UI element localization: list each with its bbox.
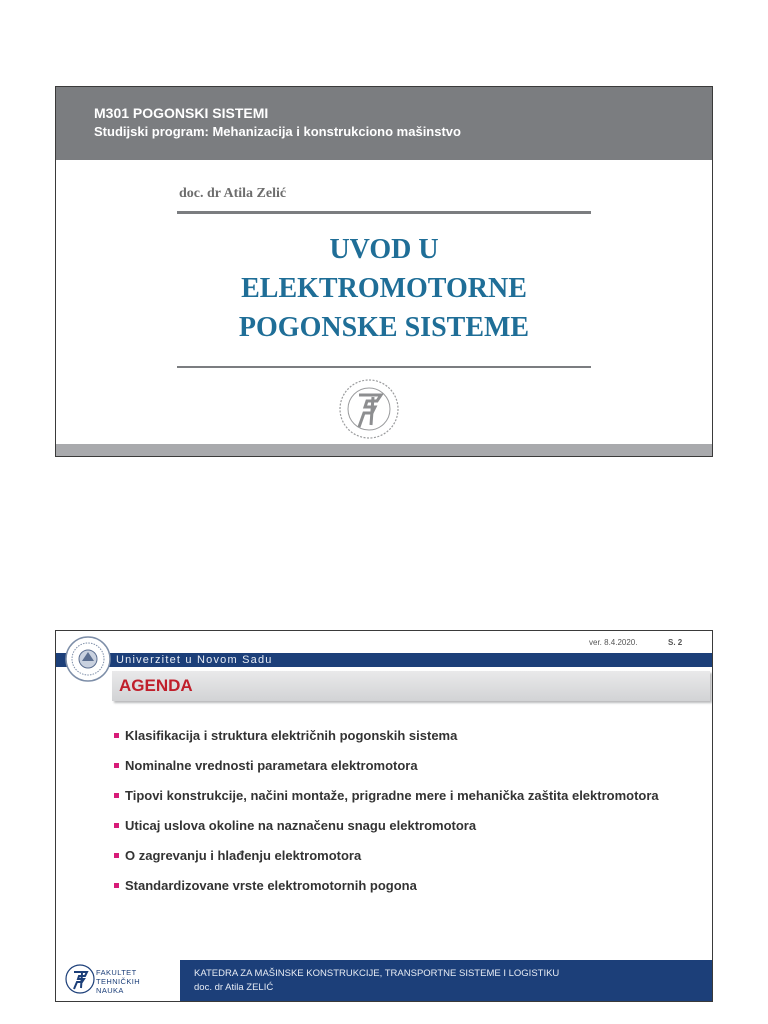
department-name: KATEDRA ZA MAŠINSKE KONSTRUKCIJE, TRANSPORTNE SISTEME I LOGISTIKU: [194, 968, 560, 979]
bullet-icon: [114, 763, 119, 768]
agenda-heading-box: [112, 671, 710, 701]
slide-header-band: [56, 87, 712, 160]
author-name: doc. dr Atila Zelić: [179, 186, 287, 201]
list-item: Nominalne vrednosti parametara elektromotora: [114, 757, 674, 774]
faculty-logo-block: [56, 960, 180, 1001]
bullet-icon: [114, 883, 119, 888]
slide-footer-band: [56, 444, 712, 456]
agenda-heading: AGENDA: [119, 676, 193, 695]
faculty-seal-logo: [337, 377, 401, 441]
bullet-icon: [114, 823, 119, 828]
faculty-logo-icon: [64, 963, 96, 995]
version-label: ver. 8.4.2020.: [589, 638, 638, 647]
presentation-title: [176, 230, 592, 347]
faculty-name: FAKULTET TEHNIČKIH NAUKA: [96, 968, 141, 995]
bullet-icon: [114, 793, 119, 798]
study-program: Studijski program: Mehanizacija i konstrukciono mašinstvo: [94, 124, 461, 139]
bullet-icon: [114, 853, 119, 858]
list-item: Standardizovane vrste elektromotornih pogona: [114, 877, 674, 894]
title-line-2: ELEKTROMOTORNE: [241, 273, 527, 304]
course-title: M301 POGONSKI SISTEMI: [94, 105, 269, 121]
footer-author: doc. dr Atila ZELIĆ: [194, 982, 274, 993]
title-slide: [55, 86, 713, 457]
university-seal-icon: [64, 635, 112, 683]
list-item: O zagrevanju i hlađenju elektromotora: [114, 847, 674, 864]
university-name: Univerzitet u Novom Sadu: [116, 654, 273, 666]
list-item: Klasifikacija i struktura električnih pogonskih sistema: [114, 727, 674, 744]
slide-footer: [56, 960, 712, 1001]
title-line-3: POGONSKE SISTEME: [238, 312, 530, 343]
divider-top: [177, 211, 591, 214]
bullet-icon: [114, 733, 119, 738]
agenda-slide: [55, 630, 713, 1002]
title-line-1: UVOD U: [329, 234, 439, 265]
list-item: Uticaj uslova okoline na naznačenu snagu elektromotora: [114, 817, 674, 834]
slide-number: S. 2: [668, 638, 683, 647]
list-item: Tipovi konstrukcije, načini montaže, prigradne mere i mehanička zaštita elektromotora: [114, 787, 674, 804]
agenda-list: [114, 727, 674, 907]
divider-bottom: [177, 366, 591, 368]
